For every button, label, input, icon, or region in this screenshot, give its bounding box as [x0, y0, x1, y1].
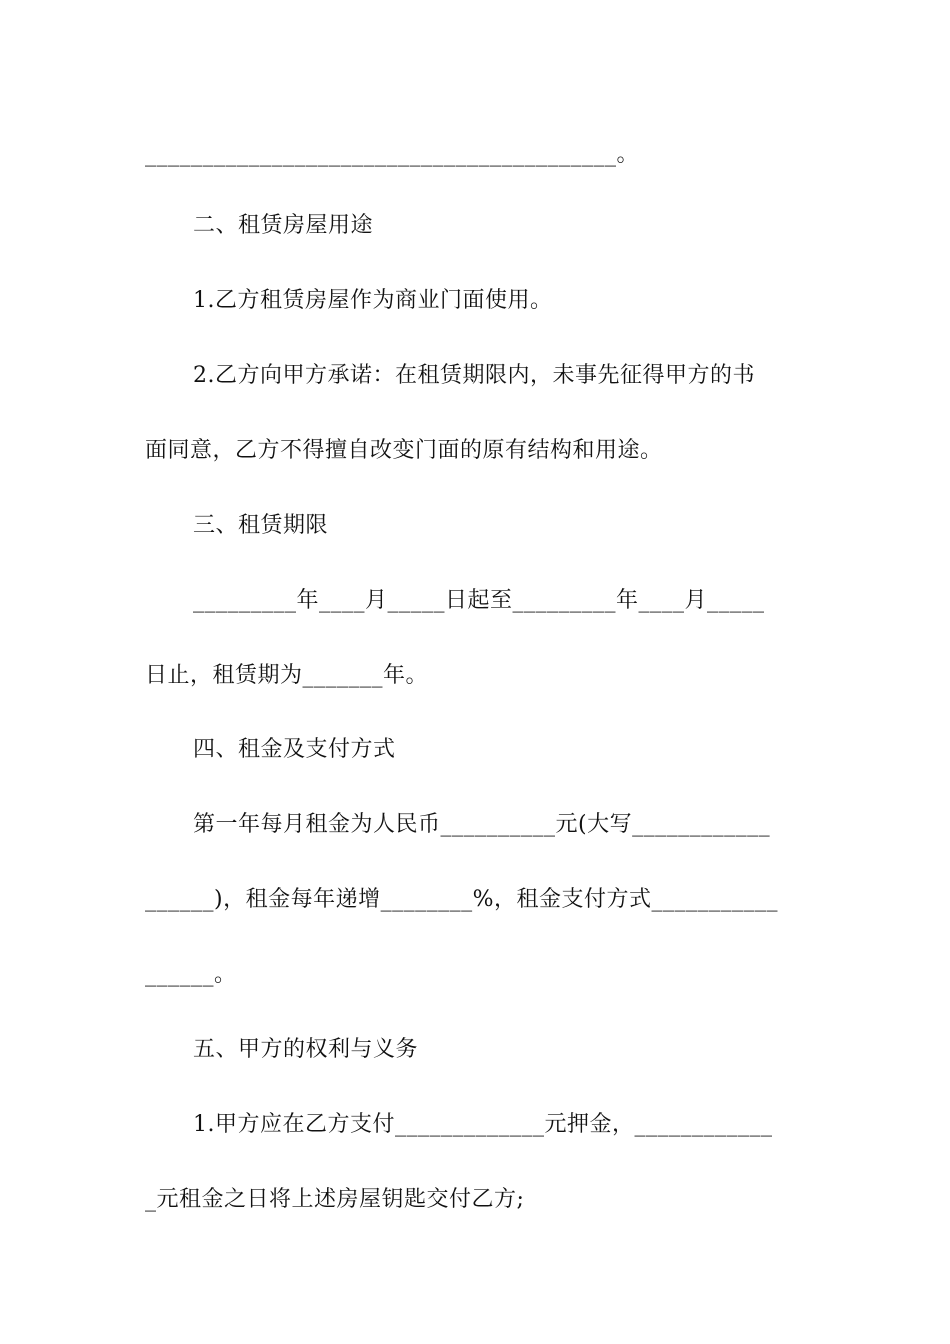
section-heading-rent: 四、租金及支付方式	[193, 737, 396, 762]
clause-rent-amount: 第一年每月租金为人民币__________元(大写____________	[193, 812, 771, 837]
section-heading-term: 三、租赁期限	[193, 513, 329, 538]
clause-purpose-2-cont: 面同意，乙方不得擅自改变门面的原有结构和用途。	[145, 438, 663, 463]
clause-term-dates-cont: 日止，租赁期为_______年。	[145, 663, 429, 688]
clause-rent-end: ______。	[145, 962, 237, 987]
section-heading-purpose: 二、租赁房屋用途	[193, 213, 374, 238]
clause-rent-increase: ______)，租金每年递增________%，租金支付方式___________	[145, 887, 778, 912]
blank-line-end: _________________________________________。	[145, 142, 640, 167]
section-heading-party-a: 五、甲方的权利与义务	[193, 1037, 419, 1062]
clause-term-dates: _________年____月_____日起至_________年____月_____	[193, 588, 765, 613]
clause-party-a-1: 1.甲方应在乙方支付_____________元押金，____________	[193, 1112, 773, 1137]
clause-purpose-1: 1.乙方租赁房屋作为商业门面使用。	[193, 288, 553, 313]
clause-party-a-1-cont: _元租金之日将上述房屋钥匙交付乙方;	[145, 1187, 525, 1212]
clause-purpose-2: 2.乙方向甲方承诺：在租赁期限内，未事先征得甲方的书	[193, 363, 755, 388]
